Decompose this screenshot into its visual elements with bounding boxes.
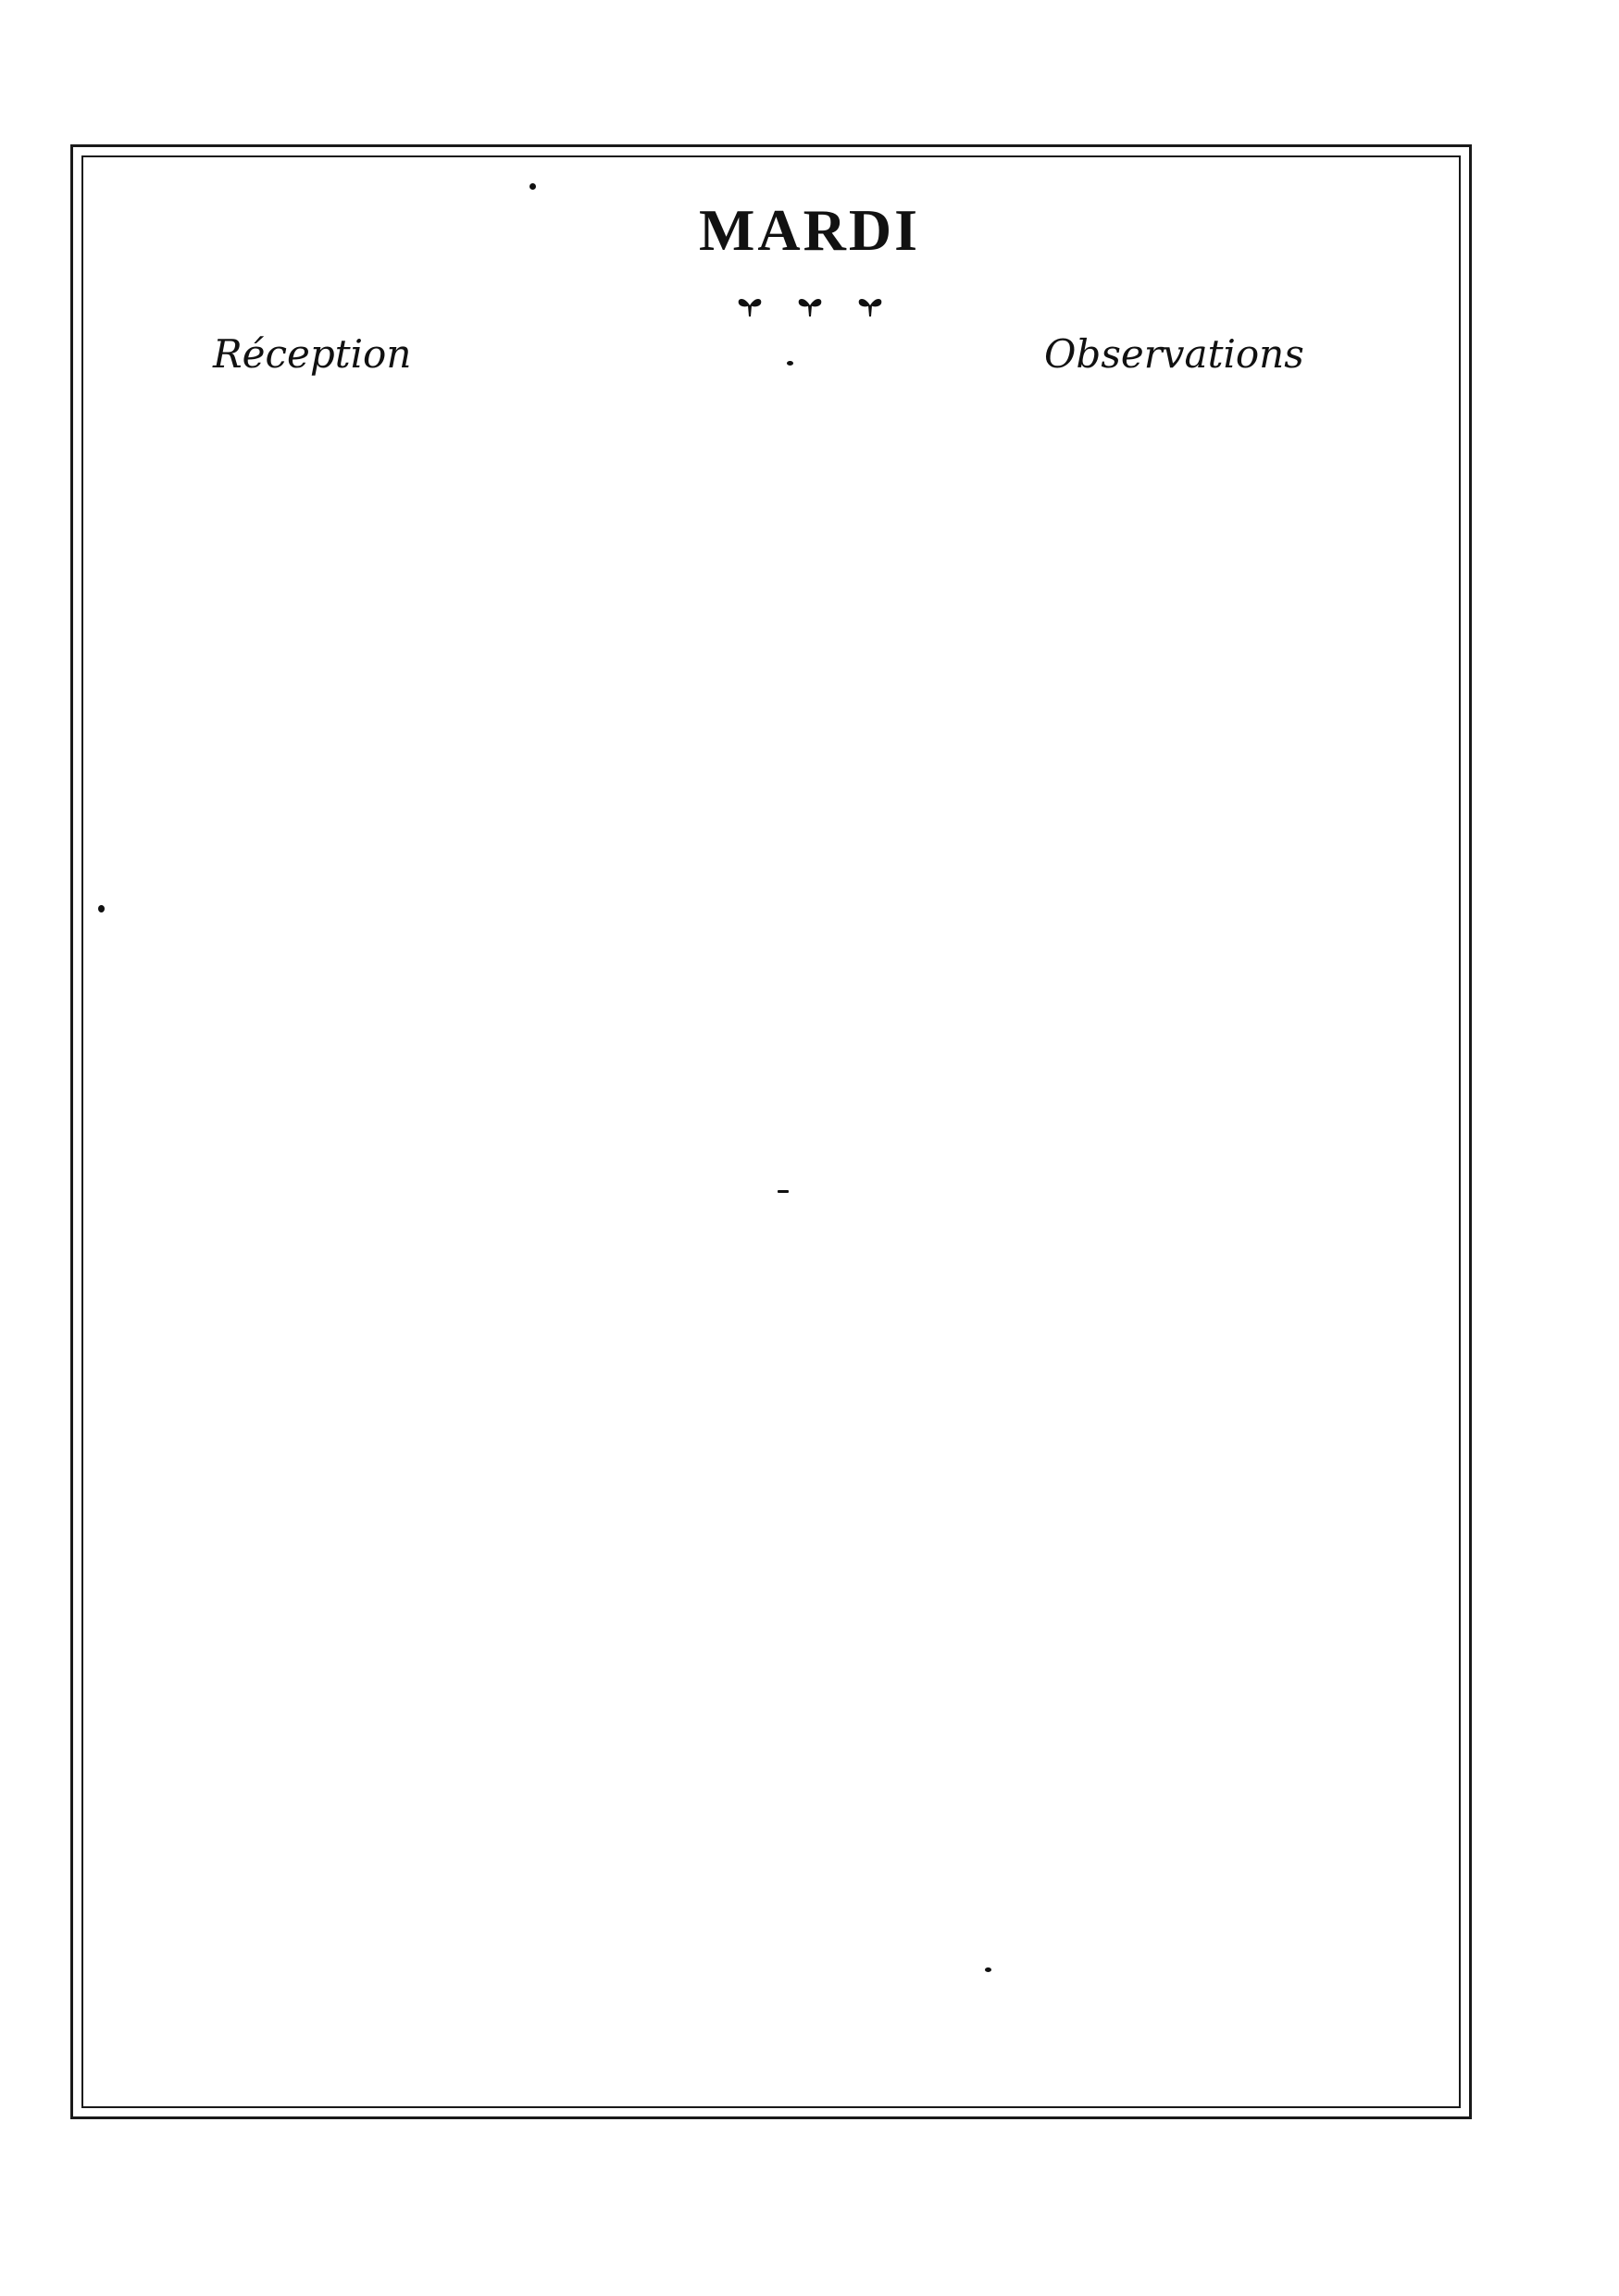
ink-speck [787, 361, 793, 366]
ink-speck [778, 1190, 789, 1193]
three-fleurons-icon [0, 289, 1619, 325]
ink-speck [98, 905, 105, 912]
column-header-observations: Observations [1044, 331, 1304, 377]
column-header-reception: Réception [213, 331, 412, 377]
page-border-inner [81, 155, 1461, 2108]
ink-speck [985, 1967, 991, 1972]
ink-speck [529, 183, 536, 190]
page-title: MARDI [699, 197, 920, 263]
